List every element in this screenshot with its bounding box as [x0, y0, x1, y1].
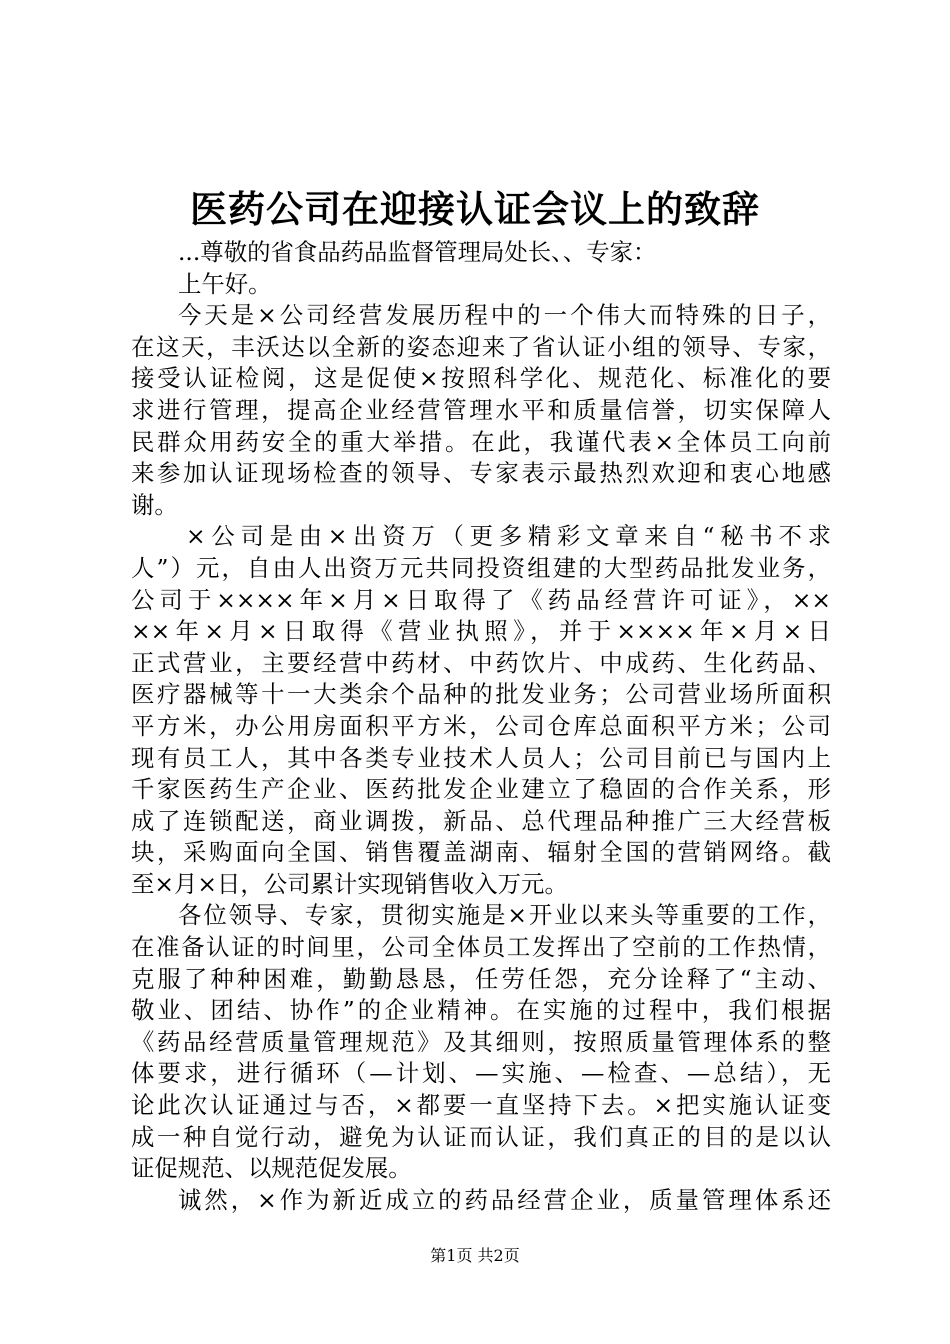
text-line: 接受认证检阅，这是促使×按照科学化、规范化、标准化的要 [131, 364, 831, 393]
text-line: 克服了种种困难，勤勤恳恳，任劳任怨，充分诠释了“主动、 [131, 964, 831, 993]
text-line: 在这天，丰沃达以全新的姿态迎来了省认证小组的领导、专家， [131, 332, 831, 361]
text-line: 证促规范、以规范促发展。 [131, 1154, 412, 1183]
text-line: ×公司是由×出资万（更多精彩文章来自“秘书不求 [186, 522, 831, 551]
text-line: 上午好。 [178, 269, 272, 298]
text-line: 正式营业，主要经营中药材、中药饮片、中成药、生化药品、 [131, 648, 831, 677]
text-line: 至×月×日，公司累计实现销售收入万元。 [131, 869, 568, 898]
text-line: 谢。 [131, 490, 178, 519]
text-line: 来参加认证现场检查的领导、专家表示最热烈欢迎和衷心地感 [131, 459, 831, 488]
text-line: 敬业、团结、协作”的企业精神。在实施的过程中，我们根据 [131, 996, 831, 1025]
text-line: 千家医药生产企业、医药批发企业建立了稳固的合作关系，形 [131, 775, 831, 804]
text-line: 体要求，进行循环（—计划、—实施、—检查、—总结），无 [131, 1059, 831, 1088]
page-footer: 第1页 共2页 [430, 1246, 520, 1265]
text-line: 各位领导、专家，贯彻实施是×开业以来头等重要的工作， [178, 901, 831, 930]
text-line: 论此次认证通过与否，×都要一直坚持下去。×把实施认证变 [131, 1091, 831, 1120]
text-line: 医疗器械等十一大类余个品种的批发业务；公司营业场所面积 [131, 680, 831, 709]
text-line: 今天是×公司经营发展历程中的一个伟大而特殊的日子， [178, 301, 831, 330]
document-body [131, 237, 831, 1216]
text-line: 平方米，办公用房面积平方米，公司仓库总面积平方米；公司 [131, 711, 831, 740]
text-line: 成一种自觉行动，避免为认证而认证，我们真正的目的是以认 [131, 1122, 831, 1151]
text-line: 在准备认证的时间里，公司全体员工发挥出了空前的工作热情， [131, 933, 831, 962]
document-title: 医药公司在迎接认证会议上的致辞 [190, 187, 760, 231]
text-line: 民群众用药安全的重大举措。在此，我谨代表×全体员工向前 [131, 427, 831, 456]
text-line: 公司于××××年×月×日取得了《药品经营许可证》，×× [131, 585, 831, 614]
text-line: 求进行管理，提高企业经营管理水平和质量信誉，切实保障人 [131, 395, 831, 424]
text-line: 块，采购面向全国、销售覆盖湖南、辐射全国的营销网络。截 [131, 838, 831, 867]
text-line: ...尊敬的省食品药品监督管理局处长、、专家： [178, 238, 657, 266]
text-line: 《药品经营质量管理规范》及其细则，按照质量管理体系的整 [131, 1027, 831, 1056]
text-line: 现有员工人，其中各类专业技术人员人；公司目前已与国内上 [131, 743, 831, 772]
text-line: 诚然，×作为新近成立的药品经营企业，质量管理体系还 [178, 1185, 831, 1214]
text-line: 人”）元，自由人出资万元共同投资组建的大型药品批发业务， [131, 553, 831, 582]
text-line: ××年×月×日取得《营业执照》，并于××××年×月×日 [131, 617, 831, 646]
text-line: 成了连锁配送，商业调拨，新品、总代理品种推广三大经营板 [131, 806, 831, 835]
